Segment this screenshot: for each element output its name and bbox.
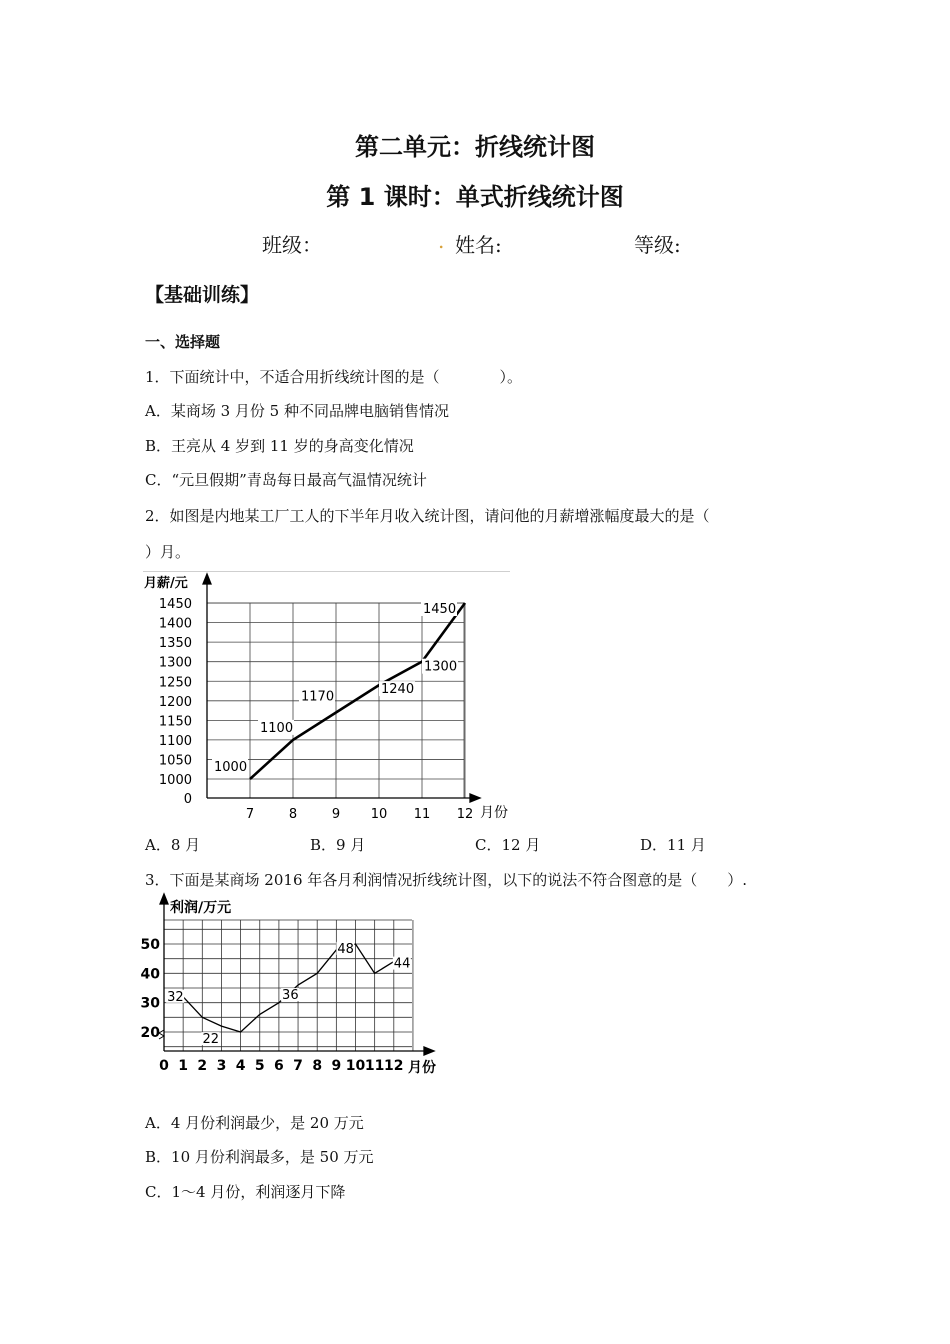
chart1-ytick: 1200 <box>158 694 192 710</box>
chart1-x-arrow <box>470 794 480 802</box>
chart2-xtick: 6 <box>274 1058 284 1074</box>
chart1-ytick: 1150 <box>158 714 192 730</box>
q2-stem: 2．如图是内地某工厂工人的下半年月收入统计图，请问他的月薪增涨幅度最大的是（ <box>145 507 710 525</box>
chart2-xlabel: 月份 <box>408 1060 436 1076</box>
chart2-xtick: 5 <box>254 1058 265 1074</box>
q1-option-c: C．“元旦假期”青岛每日最高气温情况统计 <box>145 471 427 489</box>
salary-line-chart <box>140 568 520 830</box>
q1-option-a: A．某商场 3 月份 5 种不同品牌电脑销售情况 <box>145 402 449 420</box>
chart2-xtick: 0 <box>159 1058 169 1074</box>
lesson-title: 第 1 课时：单式折线统计图 <box>326 183 624 211</box>
chart2-ytick: 30 <box>140 995 160 1012</box>
chart1-ylabel: 月薪/元 <box>144 576 188 591</box>
chart2-xtick: 10 <box>345 1058 366 1074</box>
chart1-xtick: 7 <box>245 807 255 822</box>
class-label: 班级： <box>262 233 322 257</box>
unit-title: 第二单元：折线统计图 <box>355 133 595 161</box>
q2-option-d: D．11 月 <box>640 836 706 854</box>
chart2-xtick: 3 <box>216 1058 227 1074</box>
chart1-data-label: 1170 <box>301 689 335 705</box>
part-title: 一、选择题 <box>145 333 221 351</box>
q2-stem-cont: ）月。 <box>145 543 191 561</box>
chart1-ytick: 1050 <box>158 753 192 769</box>
chart1-data-label: 1450 <box>423 602 457 617</box>
grade-label: 等级: <box>634 233 681 257</box>
name-label: 姓名: <box>455 233 502 257</box>
chart1-xlabel: 月份 <box>480 805 508 821</box>
chart1-xtick: 9 <box>331 807 341 822</box>
chart1-ytick: 1350 <box>158 636 192 652</box>
chart2-data-label: 48 <box>337 941 354 957</box>
chart2-xtick: 9 <box>331 1058 342 1074</box>
chart1-ytick: 1400 <box>158 616 192 632</box>
chart1-data-label: 1300 <box>424 659 458 675</box>
q3-stem: 3．下面是某商场 2016 年各月利润情况折线统计图，以下的说法不符合图意的是（ ）. <box>145 871 748 889</box>
chart2-data-label: 22 <box>202 1032 219 1048</box>
chart2-xtick: 7 <box>293 1058 303 1074</box>
chart2-x-arrow <box>424 1047 434 1055</box>
chart2-xtick: 2 <box>197 1058 208 1074</box>
q3-option-b: B．10 月份利润最多，是 50 万元 <box>145 1148 374 1166</box>
q1-stem: 1．下面统计中，不适合用折线统计图的是（ ）。 <box>145 368 523 386</box>
chart2-ytick: 50 <box>140 937 160 953</box>
chart1-xtick: 11 <box>413 807 431 822</box>
chart1-ytick: 0 <box>183 792 192 807</box>
chart1-data-label: 1240 <box>381 682 415 698</box>
q2-option-c: C．12 月 <box>475 836 541 854</box>
chart2-ylabel: 利润/万元 <box>170 900 232 916</box>
chart2-data-label: 44 <box>393 956 411 972</box>
chart1-xtick: 12 <box>456 807 474 822</box>
chart2-data-label: 36 <box>282 988 299 1004</box>
chart2-xtick: 11 <box>364 1058 385 1074</box>
q2-option-b: B．9 月 <box>310 836 366 854</box>
chart1-ytick: 1450 <box>158 597 192 613</box>
q3-option-c: C．1～4 月份，利润逐月下降 <box>145 1183 346 1201</box>
separator-dot: . <box>438 229 445 253</box>
q1-option-b: B．王亮从 4 岁到 11 岁的身高变化情况 <box>145 437 414 455</box>
section-title: 【基础训练】 <box>145 284 260 306</box>
chart1-y-arrow <box>203 574 211 584</box>
chart2-ytick: 20 <box>140 1025 160 1041</box>
chart2-ytick: 40 <box>140 966 160 983</box>
chart1-data-label: 1000 <box>214 760 248 775</box>
profit-line-chart <box>140 890 450 1082</box>
chart2-xtick: 4 <box>235 1058 246 1074</box>
chart2-data-label: 32 <box>167 989 184 1005</box>
chart1-xtick: 10 <box>370 807 388 822</box>
q2-option-a: A．8 月 <box>145 836 201 854</box>
q3-option-a: A．4 月份利润最少，是 20 万元 <box>145 1114 364 1132</box>
chart2-xtick: 1 <box>178 1058 189 1074</box>
chart1-ytick: 1100 <box>158 733 192 749</box>
chart2-xtick: 12 <box>384 1058 404 1074</box>
salary-series-line <box>250 603 465 779</box>
chart2-y-arrow <box>160 894 168 904</box>
chart2-xtick: 8 <box>312 1058 323 1074</box>
chart1-ytick: 1000 <box>158 773 192 788</box>
chart1-ytick: 1300 <box>158 655 192 671</box>
chart1-xtick: 8 <box>288 807 298 822</box>
chart1-data-label: 1100 <box>260 720 294 736</box>
chart1-ytick: 1250 <box>158 675 192 691</box>
